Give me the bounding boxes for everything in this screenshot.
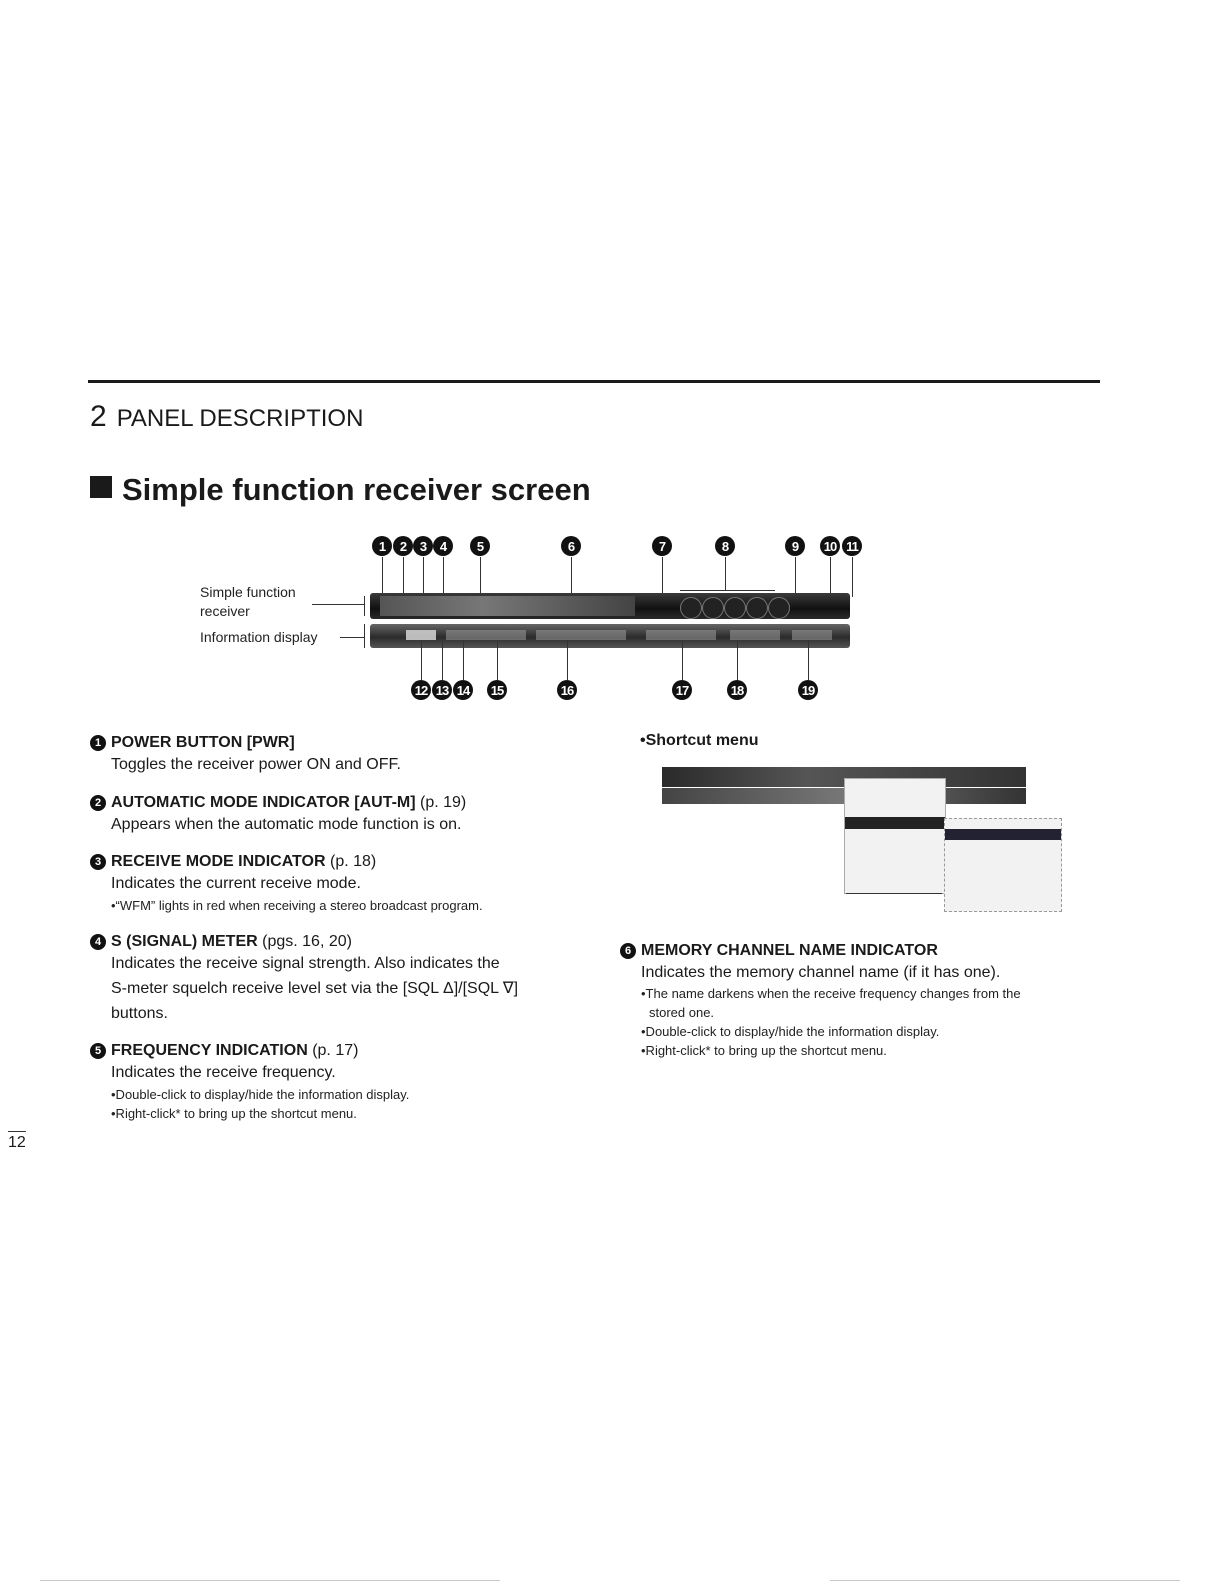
callout-5: 5 xyxy=(470,536,490,556)
item-5-text: Indicates the receive frequency. xyxy=(111,1064,336,1081)
item-5-number: 5 xyxy=(90,1043,106,1059)
shortcut-submenu-box xyxy=(944,818,1062,912)
callout-3: 3 xyxy=(413,536,433,556)
scan-artifact-left xyxy=(40,1580,500,1581)
shortcut-menu-box xyxy=(844,778,946,894)
item-2 xyxy=(90,794,466,837)
item-2-text: Appears when the automatic mode function is on. xyxy=(111,816,462,833)
item-2-number: 2 xyxy=(90,795,106,811)
memory-button-5 xyxy=(768,597,790,619)
callout-1: 1 xyxy=(372,536,392,556)
memory-button-4 xyxy=(746,597,768,619)
callout-15: 15 xyxy=(487,680,507,700)
chapter-title: PANEL DESCRIPTION xyxy=(116,405,364,432)
item-4-text-3: buttons. xyxy=(111,1005,168,1022)
callout-11: 11 xyxy=(842,536,862,556)
item-3-note: •“WFM” lights in red when receiving a stereo broadcast program. xyxy=(111,898,483,913)
item-6-note-4: •Right-click* to bring up the shortcut menu. xyxy=(641,1043,887,1058)
item-6-title: MEMORY CHANNEL NAME INDICATOR xyxy=(641,942,938,959)
scan-artifact-right xyxy=(830,1580,1180,1581)
memory-button-2 xyxy=(702,597,724,619)
item-4-ref: (pgs. 16, 20) xyxy=(262,933,352,950)
page-number: 12 xyxy=(8,1134,26,1151)
callout-12: 12 xyxy=(411,680,431,700)
item-4 xyxy=(90,933,518,1026)
section-title xyxy=(90,472,591,508)
top-rule xyxy=(88,380,1100,383)
item-3-text: Indicates the current receive mode. xyxy=(111,875,361,892)
memory-button-3 xyxy=(724,597,746,619)
callout-4: 4 xyxy=(433,536,453,556)
item-5-note-2: •Right-click* to bring up the shortcut menu. xyxy=(111,1106,357,1121)
item-5 xyxy=(90,1042,409,1121)
item-1-text: Toggles the receiver power ON and OFF. xyxy=(111,756,401,773)
callout-2: 2 xyxy=(393,536,413,556)
frequency-display-area xyxy=(380,596,635,616)
item-1-title: POWER BUTTON [PWR] xyxy=(111,734,295,751)
item-5-note-1: •Double-click to display/hide the information display. xyxy=(111,1087,410,1102)
item-4-text-2: S-meter squelch receive level set via the [SQL Δ]/[SQL ∇] xyxy=(111,980,519,997)
item-5-ref: (p. 17) xyxy=(312,1042,359,1059)
section-title-text: Simple function receiver screen xyxy=(122,472,591,507)
callout-16: 16 xyxy=(557,680,577,700)
item-5-title: FREQUENCY INDICATION xyxy=(111,1042,308,1059)
label-information-display: Information display xyxy=(200,629,318,645)
callout-13: 13 xyxy=(432,680,452,700)
page-number-rule xyxy=(8,1131,26,1132)
item-6-number: 6 xyxy=(620,943,636,959)
label-receiver: receiver xyxy=(200,603,250,619)
item-6 xyxy=(620,942,1021,1058)
chapter-heading xyxy=(90,400,363,434)
section-square-icon xyxy=(90,476,112,498)
shortcut-menu-label: •Shortcut menu xyxy=(640,732,759,749)
callout-8: 8 xyxy=(715,536,735,556)
item-1 xyxy=(90,734,401,777)
callout-6: 6 xyxy=(561,536,581,556)
callout-18: 18 xyxy=(727,680,747,700)
label-simple-function: Simple function xyxy=(200,584,296,600)
item-3 xyxy=(90,853,483,913)
item-3-ref: (p. 18) xyxy=(330,853,377,870)
item-3-number: 3 xyxy=(90,854,106,870)
item-6-text: Indicates the memory channel name (if it has one). xyxy=(641,964,1001,981)
item-2-ref: (p. 19) xyxy=(420,794,467,811)
item-2-title: AUTOMATIC MODE INDICATOR [AUT-M] xyxy=(111,794,416,811)
item-4-text-1: Indicates the receive signal strength. Also indicates the xyxy=(111,955,500,972)
callout-19: 19 xyxy=(798,680,818,700)
item-6-note-3: •Double-click to display/hide the information display. xyxy=(641,1024,940,1039)
item-6-note-2: stored one. xyxy=(649,1005,715,1020)
item-4-title: S (SIGNAL) METER xyxy=(111,933,258,950)
callout-10: 10 xyxy=(820,536,840,556)
callout-14: 14 xyxy=(453,680,473,700)
item-3-title: RECEIVE MODE INDICATOR xyxy=(111,853,326,870)
callout-17: 17 xyxy=(672,680,692,700)
callout-9: 9 xyxy=(785,536,805,556)
item-1-number: 1 xyxy=(90,735,106,751)
item-6-note-1: •The name darkens when the receive frequency changes from the xyxy=(641,986,1021,1001)
chapter-number: 2 xyxy=(90,400,107,433)
memory-button-1 xyxy=(680,597,702,619)
callout-7: 7 xyxy=(652,536,672,556)
item-4-number: 4 xyxy=(90,934,106,950)
